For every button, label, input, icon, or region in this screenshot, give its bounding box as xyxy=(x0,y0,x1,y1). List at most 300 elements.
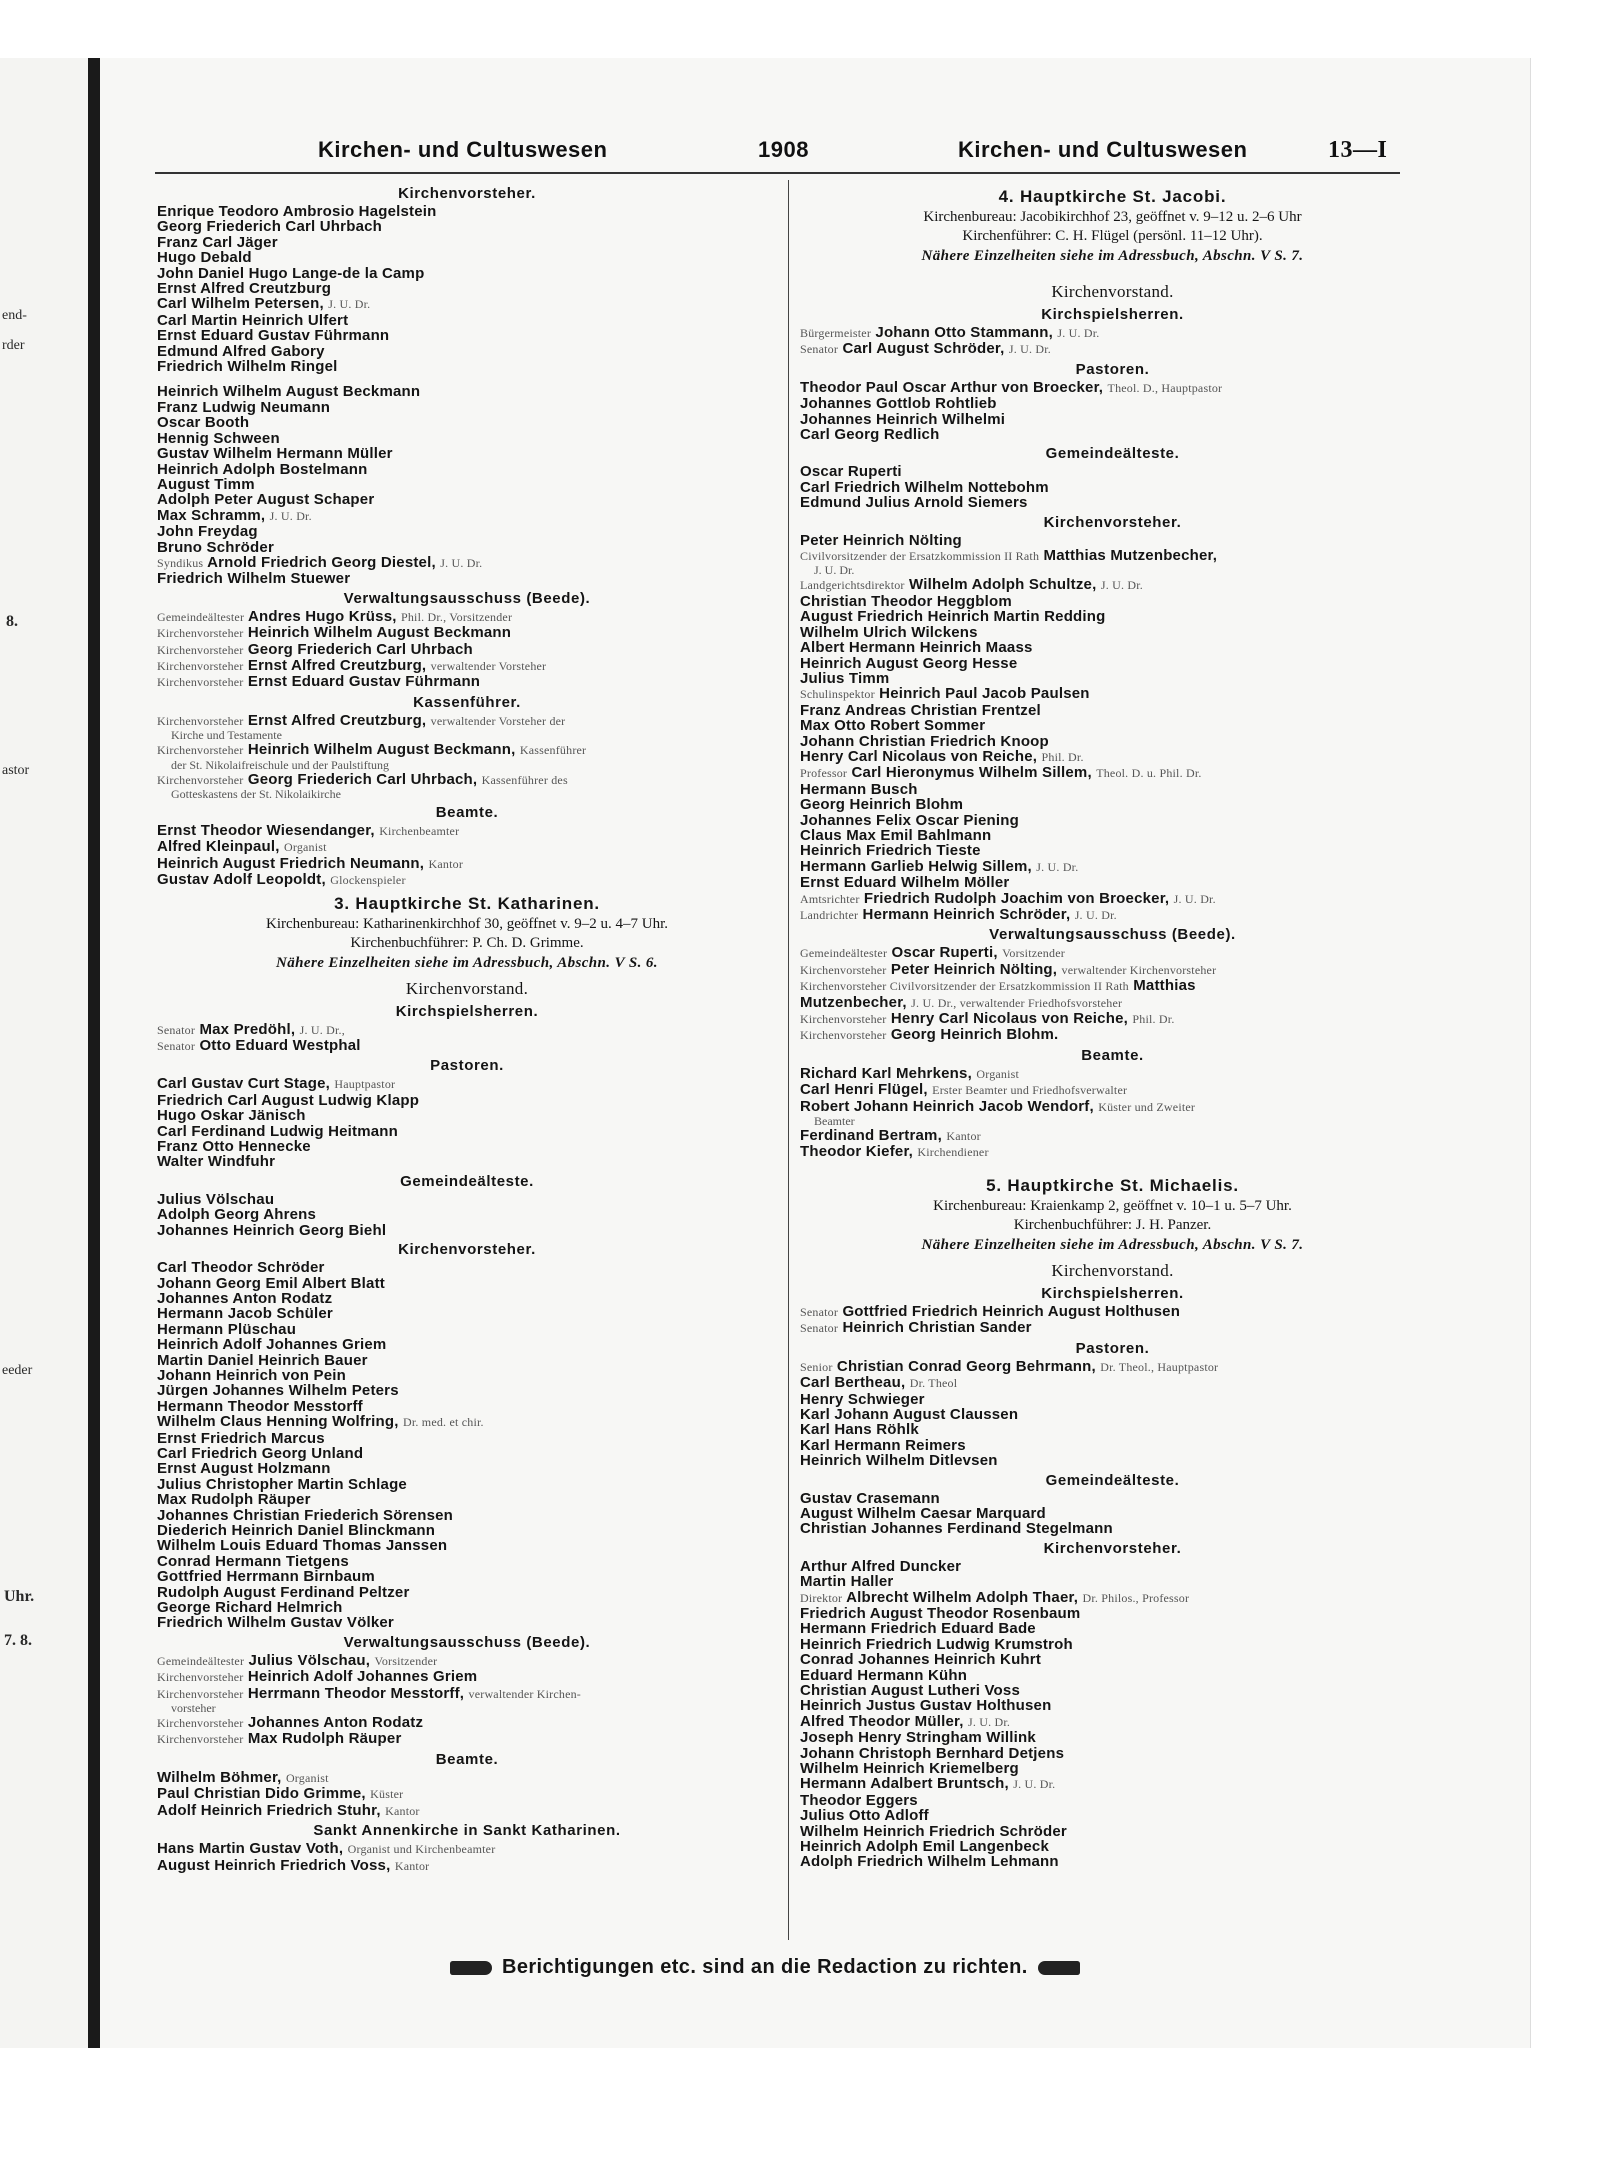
person-title: Kirchenvorsteher xyxy=(800,1028,887,1043)
person-qualification: Organist xyxy=(976,1066,1020,1081)
person-name: Carl Martin Heinrich Ulfert xyxy=(157,311,349,329)
person-entry xyxy=(157,625,777,641)
person-name: Eduard Hermann Kühn xyxy=(800,1666,968,1684)
person-name: Mutzenbecher, xyxy=(800,993,907,1011)
person-qualification: J. U. Dr., xyxy=(299,1022,345,1037)
section-heading: Gemeindeälteste. xyxy=(1045,445,1180,463)
person-name: Henry Schwieger xyxy=(800,1390,925,1408)
running-title-left: Kirchen- und Cultuswesen xyxy=(318,137,608,162)
person-entry xyxy=(800,1776,1425,1792)
person-name: Johann Christoph Bernhard Detjens xyxy=(800,1744,1065,1762)
person-entry xyxy=(157,281,777,296)
board-heading: Kirchenvorstand. xyxy=(1051,282,1174,301)
person-name: Gustav Crasemann xyxy=(800,1489,940,1507)
person-qualification: Organist xyxy=(285,1770,329,1785)
person-entry xyxy=(157,1585,777,1600)
person-name: Hermann Garlieb Helwig Sillem, xyxy=(800,857,1032,875)
person-entry xyxy=(800,875,1425,890)
person-entry xyxy=(800,749,1425,765)
person-name: Heinrich Friedrich Ludwig Krumstroh xyxy=(800,1635,1073,1653)
person-name: Heinrich Adolf Johannes Griem xyxy=(247,1668,478,1686)
person-name: Ernst Alfred Creutzburg, xyxy=(247,656,427,674)
person-entry xyxy=(800,1491,1425,1506)
person-entry xyxy=(800,625,1425,640)
person-qualification: Dr. med. et chir. xyxy=(403,1415,484,1430)
person-title: Kirchenvorsteher xyxy=(157,675,244,690)
person-name: Gottfried Friedrich Heinrich August Holthusen xyxy=(842,1302,1181,1320)
person-title: Gemeindeältester xyxy=(157,609,245,624)
person-entry xyxy=(800,1422,1425,1437)
person-entry xyxy=(800,686,1425,702)
person-name: Alfred Theodor Müller, xyxy=(800,1712,964,1730)
person-entry xyxy=(157,1492,777,1507)
person-name: George Richard Helmrich xyxy=(157,1599,343,1617)
person-name: Max Otto Robert Sommer xyxy=(800,717,986,735)
person-name: Matthias xyxy=(1133,977,1196,995)
person-entry xyxy=(157,872,777,888)
person-entry xyxy=(800,533,1425,548)
person-entry xyxy=(800,1082,1425,1098)
person-name: Joseph Henry Stringham Willink xyxy=(800,1729,1036,1747)
person-name: Henry Carl Nicolaus von Reiche, xyxy=(800,747,1038,765)
person-entry xyxy=(800,1824,1425,1839)
person-name: Max Rudolph Räuper xyxy=(157,1491,311,1509)
person-entry xyxy=(157,1383,777,1398)
person-entry xyxy=(157,266,777,281)
person-entry xyxy=(800,577,1425,593)
person-qualification: Organist xyxy=(283,840,327,855)
person-name: Heinrich Friedrich Tieste xyxy=(800,842,981,860)
person-qualification: Phil. Dr. xyxy=(1041,749,1084,764)
person-entry xyxy=(800,1438,1425,1453)
person-qualification: Kirchenbeamter xyxy=(379,824,460,838)
person-entry xyxy=(800,1793,1425,1808)
person-entry xyxy=(800,380,1425,396)
person-name: Theodor Paul Oscar Arthur von Broecker, xyxy=(800,378,1104,396)
person-entry xyxy=(157,344,777,359)
person-title: Kirchenvorsteher xyxy=(157,1716,244,1731)
person-name: Otto Eduard Westphal xyxy=(199,1037,361,1055)
person-qualification: Vorsitzender xyxy=(1002,946,1065,961)
person-title: Senior xyxy=(800,1359,833,1374)
person-title: Kirchenvorsteher xyxy=(800,1012,887,1027)
person-name: Franz Carl Jäger xyxy=(157,233,278,251)
person-name: Christian Theodor Heggblom xyxy=(800,592,1012,610)
person-name: Carl Georg Redlich xyxy=(800,426,940,444)
person-entry xyxy=(157,524,777,539)
person-entry xyxy=(800,1011,1425,1027)
person-name: Max Rudolph Räuper xyxy=(247,1730,402,1748)
person-title: Landgerichtsdirektor xyxy=(800,578,905,593)
person-title: Schulinspektor xyxy=(800,687,875,702)
person-name: Enrique Teodoro Ambrosio Hagelstein xyxy=(157,203,437,220)
footer-text: Berichtigungen etc. sind an die Redaction zu richten. xyxy=(502,1956,1028,1978)
person-entry xyxy=(157,1139,777,1154)
person-entry xyxy=(800,1637,1425,1652)
previous-page-edge xyxy=(0,58,88,2048)
section-heading: Beamte. xyxy=(1081,1046,1144,1064)
person-title: Kirchenvorsteher xyxy=(157,1686,244,1701)
person-qualification: J. U. Dr. xyxy=(1013,1777,1056,1792)
person-name: Julius Otto Adloff xyxy=(800,1807,929,1825)
person-entry xyxy=(800,843,1425,858)
section-heading: Kirchenvorsteher. xyxy=(1043,513,1182,531)
person-entry xyxy=(157,1653,777,1669)
person-entry xyxy=(157,1715,777,1731)
person-entry xyxy=(157,446,777,461)
person-entry xyxy=(800,495,1425,510)
person-name: Franz Andreas Christian Frentzel xyxy=(800,701,1041,719)
person-name: Friedrich Wilhelm Stuewer xyxy=(157,570,351,588)
person-entry xyxy=(800,813,1425,828)
section-heading: Kirchenvorsteher. xyxy=(398,185,536,202)
person-entry xyxy=(157,1569,777,1584)
person-entry xyxy=(157,204,777,219)
person-title: Amtsrichter xyxy=(800,891,860,906)
person-name: Georg Heinrich Blohm xyxy=(800,796,964,814)
section-heading: Kirchspielsherren. xyxy=(1041,306,1184,323)
person-name: Wilhelm Louis Eduard Thomas Janssen xyxy=(157,1537,448,1555)
person-name: Heinrich Wilhelm August Beckmann, xyxy=(247,741,516,759)
person-name: Jürgen Johannes Wilhelm Peters xyxy=(157,1382,399,1400)
person-title: Gemeindeältester xyxy=(157,1653,245,1668)
person-title: Kirchenvorsteher xyxy=(157,642,244,657)
person-entry xyxy=(800,945,1425,961)
person-name: Georg Friederich Carl Uhrbach, xyxy=(247,770,478,788)
person-title: Gemeindeältester xyxy=(800,946,888,961)
person-name: Hermann Theodor Messtorff xyxy=(157,1397,363,1415)
section-heading: Sankt Annenkirche in Sankt Katharinen. xyxy=(313,1822,621,1840)
person-name: Ernst August Holzmann xyxy=(157,1460,331,1478)
person-entry xyxy=(157,1108,777,1123)
person-title: Bürgermeister xyxy=(800,326,872,340)
person-entry xyxy=(157,674,777,690)
person-entry xyxy=(800,1621,1425,1636)
prev-page-fragment: Uhr. xyxy=(4,1588,35,1605)
person-name: Bruno Schröder xyxy=(157,538,274,556)
person-name: Peter Heinrich Nölting xyxy=(800,531,962,549)
person-qualification: J. U. Dr. xyxy=(1057,326,1100,340)
person-qualification: Kantor xyxy=(428,856,464,871)
prev-page-fragment: eeder xyxy=(2,1363,33,1378)
person-entry xyxy=(157,1276,777,1291)
person-entry xyxy=(157,1260,777,1275)
person-name: Adolph Georg Ahrens xyxy=(157,1206,317,1224)
person-entry xyxy=(157,571,777,586)
person-name: Carl August Schröder, xyxy=(842,340,1005,358)
person-title: Senator xyxy=(157,1039,196,1054)
person-qualification: Phil. Dr. xyxy=(1132,1012,1175,1027)
person-name: August Timm xyxy=(157,475,255,493)
person-entry xyxy=(800,1730,1425,1745)
section-heading: Gemeindeälteste. xyxy=(1045,1471,1180,1489)
person-name: Christian August Lutheri Voss xyxy=(800,1682,1020,1699)
section-heading: Beamte. xyxy=(435,1750,499,1768)
person-entry xyxy=(157,742,777,758)
person-entry xyxy=(157,1446,777,1461)
person-name: Julius Timm xyxy=(800,669,890,687)
person-entry xyxy=(157,431,777,446)
person-qualification: Kirchendiener xyxy=(917,1145,989,1160)
person-qualification: Vorsitzender xyxy=(374,1653,438,1668)
person-entry xyxy=(157,462,777,477)
person-name: Max Predöhl, xyxy=(199,1020,296,1038)
person-name: Gustav Adolf Leopoldt, xyxy=(157,871,326,889)
person-name: Karl Hans Röhlk xyxy=(800,1421,919,1439)
person-entry xyxy=(800,341,1425,357)
section-heading: Pastoren. xyxy=(1075,1339,1150,1357)
person-title: Direktor xyxy=(800,1590,843,1605)
person-name: Johannes Gottlob Rohtlieb xyxy=(800,395,997,413)
person-name: Heinrich Wilhelm August Beckmann xyxy=(157,383,421,401)
person-name: Johannes Anton Rodatz xyxy=(247,1714,424,1732)
person-entry xyxy=(157,1337,777,1352)
person-entry xyxy=(157,1461,777,1476)
person-entry xyxy=(800,1304,1425,1320)
person-qualification: Dr. Theol xyxy=(909,1376,958,1391)
person-entry xyxy=(157,1686,777,1702)
person-qualification: Kantor xyxy=(394,1858,430,1873)
person-entry xyxy=(800,995,1425,1011)
person-entry xyxy=(800,907,1425,923)
person-name: Christian Conrad Georg Behrmann, xyxy=(836,1357,1096,1375)
person-entry xyxy=(800,594,1425,609)
person-name: Richard Karl Mehrkens, xyxy=(800,1064,972,1082)
person-name: Heinrich Wilhelm Ditlevsen xyxy=(800,1452,998,1470)
person-title: Kirchenvorsteher xyxy=(157,743,244,758)
prev-page-fragment: 8. xyxy=(6,613,18,630)
person-entry xyxy=(800,1320,1425,1336)
column-divider xyxy=(788,180,789,1940)
person-name: Carl Ferdinand Ludwig Heitmann xyxy=(157,1122,399,1140)
person-name: Georg Friederich Carl Uhrbach xyxy=(247,640,473,658)
person-name: Friedrich Wilhelm Ringel xyxy=(157,358,338,376)
office-info: Kirchenbureau: Katharinenkirchhof 30, geöffnet v. 9–2 u. 4–7 Uhr. xyxy=(266,915,668,932)
person-name: Wilhelm Heinrich Friedrich Schröder xyxy=(800,1822,1067,1840)
person-name: August Friedrich Heinrich Martin Redding xyxy=(800,608,1106,626)
person-entry xyxy=(157,1523,777,1538)
person-title: Senator xyxy=(800,1304,839,1319)
person-name: Albert Hermann Heinrich Maass xyxy=(800,639,1033,657)
person-entry xyxy=(157,1786,777,1802)
person-name: Paul Christian Dido Grimme, xyxy=(157,1785,366,1803)
person-name: Friedrich Wilhelm Gustav Völker xyxy=(157,1614,394,1632)
person-entry xyxy=(800,978,1425,994)
office-info: Kirchenbureau: Jacobikirchhof 23, geöffnet v. 9–12 u. 2–6 Uhr xyxy=(923,209,1302,225)
person-name: Georg Heinrich Blohm. xyxy=(890,1026,1059,1044)
person-name: Oscar Booth xyxy=(157,414,250,432)
person-title: Kirchenvorsteher xyxy=(157,1732,244,1747)
person-name: Johannes Anton Rodatz xyxy=(157,1289,333,1307)
person-entry xyxy=(800,1521,1425,1536)
person-entry xyxy=(800,1506,1425,1521)
person-name: Gustav Wilhelm Hermann Müller xyxy=(157,445,393,463)
person-entry xyxy=(157,609,777,625)
person-name: Franz Ludwig Neumann xyxy=(157,398,331,416)
office-info: Kirchenbuchführer: P. Ch. D. Grimme. xyxy=(350,934,584,951)
person-qualification: Kantor xyxy=(385,1803,420,1818)
person-entry xyxy=(157,839,777,855)
person-entry xyxy=(800,1128,1425,1144)
spacer xyxy=(800,1161,1425,1171)
person-name: Ernst Alfred Creutzburg, xyxy=(247,711,427,729)
person-qualification: J. U. Dr. xyxy=(440,555,483,570)
person-name: Albrecht Wilhelm Adolph Thaer, xyxy=(846,1588,1079,1606)
section-heading: Pastoren. xyxy=(1075,360,1150,378)
entry-continuation: Kirche und Testamente xyxy=(171,728,282,743)
person-name: John Daniel Hugo Lange-de la Camp xyxy=(157,264,425,282)
person-qualification: J. U. Dr. xyxy=(1036,859,1079,874)
person-entry xyxy=(157,658,777,674)
person-entry xyxy=(157,219,777,234)
person-name: Johannes Heinrich Georg Biehl xyxy=(157,1221,387,1239)
person-entry xyxy=(157,1368,777,1383)
person-name: Ernst Eduard Gustav Führmann xyxy=(157,327,390,345)
person-entry xyxy=(800,1714,1425,1730)
entry-continuation: der St. Nikolaifreischule und der Paulstiftung xyxy=(171,757,389,772)
reference-note: Nähere Einzelheiten siehe im Adressbuch, Abschn. V S. 6. xyxy=(276,954,658,971)
person-entry xyxy=(157,1223,777,1238)
person-entry xyxy=(157,555,777,571)
person-entry xyxy=(800,1590,1425,1606)
person-entry xyxy=(800,1574,1425,1589)
person-entry xyxy=(157,508,777,524)
section-heading: Kassenführer. xyxy=(413,693,521,711)
person-name: Theodor Kiefer, xyxy=(800,1143,914,1161)
section-heading: Verwaltungsausschuss (Beede). xyxy=(343,589,591,607)
person-qualification: Dr. Theol., Hauptpastor xyxy=(1100,1359,1219,1374)
person-entry xyxy=(800,396,1425,411)
person-entry xyxy=(157,642,777,658)
person-name: Martin Daniel Heinrich Bauer xyxy=(157,1351,368,1369)
person-title: Kirchenvorsteher xyxy=(157,772,244,787)
person-name: Alfred Kleinpaul, xyxy=(157,838,280,856)
parish-title: 3. Hauptkirche St. Katharinen. xyxy=(334,893,600,913)
person-entry xyxy=(157,328,777,343)
person-entry xyxy=(800,609,1425,624)
prev-page-fragment: astor xyxy=(2,763,30,778)
person-entry xyxy=(157,1353,777,1368)
person-name: Gottfried Herrmann Birnbaum xyxy=(157,1568,375,1586)
person-entry xyxy=(800,1453,1425,1468)
section-heading: Gemeindeälteste. xyxy=(400,1172,534,1190)
office-info: Kirchenbuchführer: J. H. Panzer. xyxy=(1013,1216,1212,1233)
person-name: Johann Heinrich von Pein xyxy=(157,1366,346,1384)
person-entry xyxy=(157,384,777,399)
person-name: Carl Theodor Schröder xyxy=(157,1259,325,1277)
person-name: Adolph Friedrich Wilhelm Lehmann xyxy=(800,1853,1059,1871)
person-entry xyxy=(800,1559,1425,1574)
person-entry xyxy=(800,703,1425,718)
person-entry xyxy=(800,718,1425,733)
person-entry xyxy=(800,1066,1425,1082)
person-entry xyxy=(800,1854,1425,1869)
person-entry xyxy=(157,1022,777,1038)
person-entry xyxy=(157,1291,777,1306)
person-entry xyxy=(157,1731,777,1747)
person-title: Kirchenvorsteher xyxy=(157,626,244,641)
person-name: Johann Georg Emil Albert Blatt xyxy=(157,1274,385,1292)
person-entry xyxy=(800,782,1425,797)
section-heading: Kirchspielsherren. xyxy=(395,1002,539,1020)
person-name: Carl Bertheau, xyxy=(800,1374,906,1392)
person-entry xyxy=(800,1407,1425,1422)
person-name: Christian Johannes Ferdinand Stegelmann xyxy=(800,1520,1113,1538)
prev-page-fragment: end- xyxy=(2,308,27,323)
person-title: Kirchenvorsteher xyxy=(157,1670,244,1685)
footer-notice xyxy=(440,1956,1090,1979)
person-qualification: Küster und Zweiter xyxy=(1098,1099,1196,1114)
person-name: Heinrich Paul Jacob Paulsen xyxy=(879,685,1090,703)
person-name: Wilhelm Claus Henning Wolfring, xyxy=(157,1413,399,1431)
prev-page-fragment: 7. 8. xyxy=(4,1632,32,1649)
person-entry xyxy=(800,962,1425,978)
person-name: Johannes Felix Oscar Piening xyxy=(800,811,1020,829)
person-title: Civilvorsitzender der Ersatzkommission II Rath xyxy=(800,549,1040,564)
person-name: Walter Windfuhr xyxy=(157,1153,276,1171)
person-entry xyxy=(800,656,1425,671)
person-name: Oscar Ruperti, xyxy=(891,944,998,962)
person-qualification: Glockenspieler xyxy=(330,873,406,888)
person-entry xyxy=(800,828,1425,843)
spacer xyxy=(800,267,1425,277)
person-qualification: verwaltender Kirchenvorsteher xyxy=(1061,962,1217,977)
person-name: Heinrich Christian Sander xyxy=(842,1319,1032,1337)
person-name: Julius Völschau xyxy=(157,1190,275,1208)
person-qualification: Hauptpastor xyxy=(334,1077,396,1092)
binding-gutter xyxy=(88,58,100,2048)
person-title: Landrichter xyxy=(800,908,859,922)
person-title: Senator xyxy=(800,1321,839,1336)
person-qualification: verwaltender Vorsteher xyxy=(430,658,547,673)
person-name: Adolf Heinrich Friedrich Stuhr, xyxy=(157,1801,381,1819)
person-name: Hermann Plüschau xyxy=(157,1320,297,1338)
person-entry xyxy=(157,1306,777,1321)
section-heading: Verwaltungsausschuss (Beede). xyxy=(989,926,1236,944)
person-qualification: J. U. Dr. xyxy=(328,297,371,312)
person-entry xyxy=(157,713,777,729)
section-heading: Beamte. xyxy=(435,804,499,821)
person-entry xyxy=(157,1399,777,1414)
person-name: Heinrich Adolph Bostelmann xyxy=(157,460,368,478)
person-name: Georg Friederich Carl Uhrbach xyxy=(157,218,383,236)
person-entry xyxy=(157,400,777,415)
person-entry xyxy=(157,1554,777,1569)
person-title: Kirchenvorsteher xyxy=(157,658,244,673)
person-entry xyxy=(800,1359,1425,1375)
reference-note: Nähere Einzelheiten siehe im Adressbuch, Abschn. V S. 7. xyxy=(921,248,1304,264)
person-entry xyxy=(157,1093,777,1108)
person-name: Wilhelm Ulrich Wilckens xyxy=(800,623,978,641)
person-name: Adolph Peter August Schaper xyxy=(157,491,375,509)
person-name: Wilhelm Böhmer, xyxy=(157,1768,282,1786)
person-entry xyxy=(800,427,1425,442)
person-name: Theodor Eggers xyxy=(800,1791,918,1809)
person-entry xyxy=(157,1076,777,1092)
person-name: Ernst Eduard Wilhelm Möller xyxy=(800,874,1010,892)
person-name: Hermann Jacob Schüler xyxy=(157,1305,333,1323)
person-entry xyxy=(157,1803,777,1819)
person-name: Rudolph August Ferdinand Peltzer xyxy=(157,1583,410,1601)
person-entry xyxy=(157,1770,777,1786)
person-name: Heinrich Adolf Johannes Griem xyxy=(157,1336,387,1354)
person-entry xyxy=(157,1192,777,1207)
person-entry xyxy=(800,1606,1425,1621)
person-entry xyxy=(800,734,1425,749)
person-entry xyxy=(157,296,777,312)
person-name: Ernst Alfred Creutzburg xyxy=(157,280,332,298)
person-name: Ernst Eduard Gustav Führmann xyxy=(247,673,481,691)
